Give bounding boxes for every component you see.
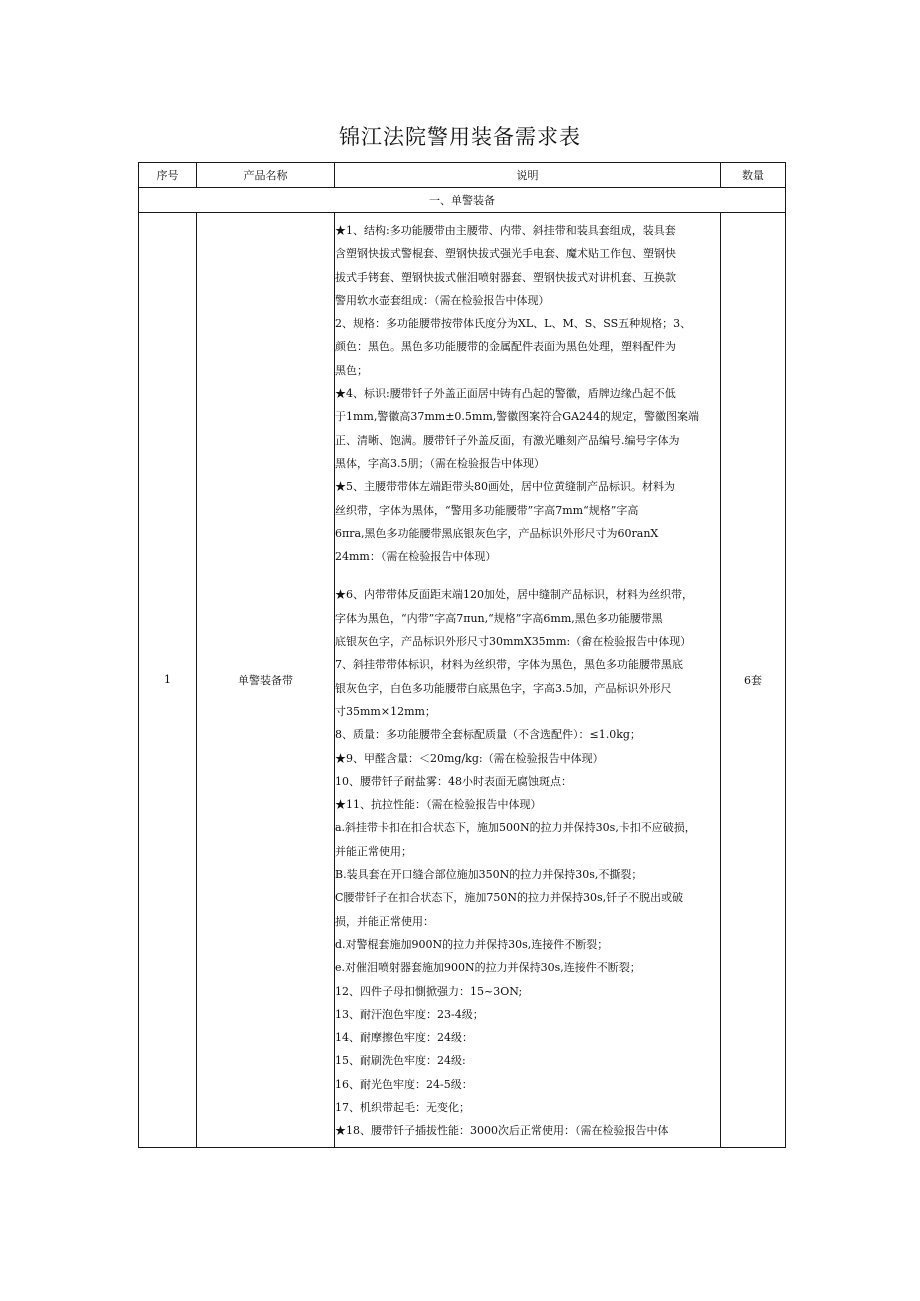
description-line: 17、机织带起毛：无变化；: [335, 1100, 470, 1114]
description-line: ★5、主腰带带体左端距带头80画处，居中位黄缝制产品标识。材料为: [335, 480, 675, 494]
description-line: ★1、结构:多功能腰带由主腰带、内带、斜挂带和装具套组成，装具套: [335, 224, 676, 237]
description-line: 字体为黑色，“内带”字高7πun,“规格”字高6mm,黑色多功能腰带黑: [335, 611, 663, 625]
description-line: ★11、抗拉性能：（需在检验报告中体现）: [335, 798, 542, 812]
table-header-row: [139, 163, 786, 188]
description-line: 颜色：黑色。黑色多功能腰带的金属配件表面为黑色处理，塑料配件为: [335, 340, 676, 354]
description-line: 并能正常使用；: [335, 844, 412, 858]
row-quantity: 6套: [721, 213, 786, 1148]
description-line: 8、质量：多功能腰带全套标配质量（不含选配件）：≤1.0kg；: [335, 728, 641, 742]
description-line: ★18、腰带钎子插拔性能：3000次后正常使用：（需在检验报告中体: [335, 1124, 669, 1138]
table-row: [139, 213, 786, 1148]
description-line: 银灰色字，白色多功能腰带白底黑色字，字高3.5加，产品标识外形尺: [335, 681, 672, 695]
header-number: 序号: [139, 163, 197, 188]
description-line: 正、清晰、饱满。腰带钎子外盖反面，有激光雕刻产品编号.编号字体为: [335, 433, 680, 447]
row-description: [335, 213, 721, 1148]
description-line: 于1mm,警徽高37mm±0.5mm,警徽图案符合GA244的规定，警徽图案端: [335, 410, 700, 424]
description-lines: [335, 219, 720, 1143]
description-line: ★4、标识:腰带钎子外盖正面居中铸有凸起的警徽，盾牌边缘凸起不低: [335, 387, 676, 401]
description-line: 警用软水壶套组成：（需在检验报告中体现）: [335, 293, 550, 307]
section-title: 一、单警装备: [139, 188, 786, 213]
description-line: 10、腰带钎子耐盐雾：48小时表面无腐蚀斑点：: [335, 774, 572, 788]
row-product-name: 单警装备带: [197, 213, 335, 1148]
description-line: ★9、甲醛含量：＜20mg/kg:（需在检验报告中体现）: [335, 751, 604, 765]
description-gap: [335, 568, 720, 583]
description-line: a.斜挂带卡扣在扣合状态下，施加500N的拉力并保持30s,卡扣不应破损，: [335, 821, 696, 835]
description-line: 含塑钢快拔式警棍套、塑钢快拔式强光手电套、魔术贴工作包、塑钢快: [335, 247, 676, 261]
header-product-name: 产品名称: [197, 163, 335, 188]
page-title: 锦江法院警用装备需求表: [339, 125, 581, 149]
description-line: d.对警棍套施加900N的拉力并保持30s,连接件不断裂；: [335, 937, 609, 951]
section-row: [139, 188, 786, 213]
description-line: 16、耐光色牢度：24-5级：: [335, 1077, 473, 1091]
description-line: 13、耐汗泡色牢度：23-4级；: [335, 1007, 484, 1021]
description-line: 底银灰色字，产品标识外形尺寸30mmX35mm:（畲在检验报告中体现）: [335, 635, 692, 649]
description-line: e.对催泪喷射器套施加900N的拉力并保持30s,连接件不断裂；: [335, 961, 641, 975]
description-line: 拔式手铐套、塑钢快拔式催泪喷射器套、塑钢快拔式对讲机套、互换款: [335, 270, 676, 284]
header-description: 说明: [335, 163, 721, 188]
description-line: 15、耐刷洗色牢度：24级:: [335, 1054, 466, 1068]
description-line: ★6、内带带体反面距末端120加处，居中缝制产品标识，材料为丝织带，: [335, 588, 693, 602]
description-line: 24mm：（需在检验报告中体现）: [335, 550, 497, 564]
description-line: 6πra,黑色多功能腰带黑底银灰色字，产品标识外形尺寸为60ranX: [335, 526, 659, 540]
description-line: 寸35mm×12mm；: [335, 704, 436, 718]
description-line: 黑色；: [335, 363, 368, 377]
row-number: 1: [139, 213, 197, 1148]
description-line: 7、斜挂带带体标识，材料为丝织带，字体为黑色，黑色多功能腰带黑底: [335, 658, 683, 672]
description-line: 2、规格：多功能腰带按带体氏度分为XL、L、M、S、SS五种规格；3、: [335, 317, 692, 331]
description-line: 黑体，字高3.5朋；（需在检验报告中体现）: [335, 456, 545, 470]
description-line: 14、耐摩擦色牢度：24级：: [335, 1031, 473, 1045]
header-quantity: 数量: [721, 163, 786, 188]
description-line: 损，并能正常使用：: [335, 914, 434, 928]
description-line: B.装具套在开口缝合部位施加350N的拉力并保持30s,不撕裂；: [335, 868, 643, 882]
description-line: 丝织带，字体为黑体，“警用多功能腰带”字高7mm“规格”字高: [335, 503, 639, 517]
description-line: 12、四件子母扣惻掀强力：15~3ON;: [335, 984, 523, 998]
requirements-table: [138, 162, 786, 1148]
description-line: C腰带钎子在扣合状态下，施加750N的拉力并保持30s,钎子不脱出或破: [335, 891, 684, 905]
